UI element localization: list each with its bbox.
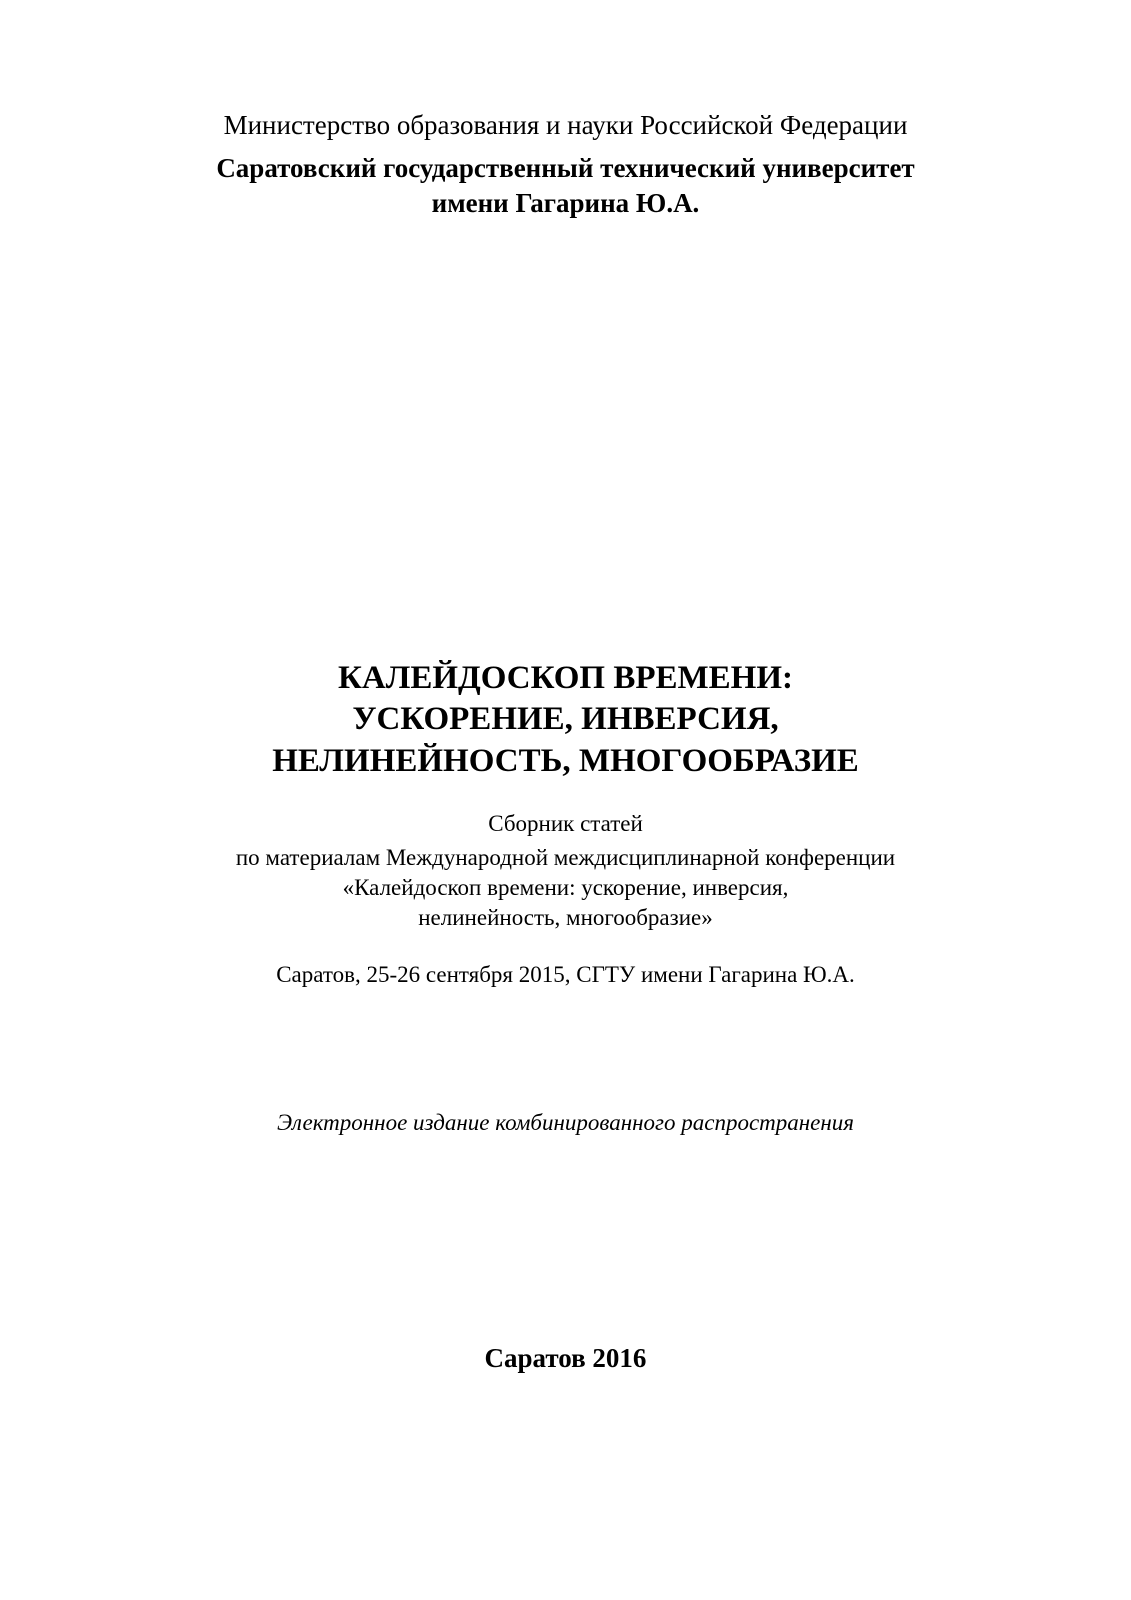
subtitle-line: по материалам Международной междисциплинарной конференции	[235, 845, 896, 870]
subtitle-line: Сборник статей	[488, 811, 643, 836]
conference-place-date: Саратов, 25-26 сентября 2015, СГТУ имени Гагарина Ю.А.	[276, 962, 855, 987]
edition-note: Электронное издание комбинированного распространения	[276, 1110, 854, 1135]
university-name-continued: имени Гагарина Ю.А.	[431, 188, 700, 218]
book-title-line: КАЛЕЙДОСКОП ВРЕМЕНИ:	[338, 660, 793, 696]
subtitle-line: «Калейдоскоп времени: ускорение, инверсия,	[342, 875, 789, 900]
book-title-line: УСКОРЕНИЕ, ИНВЕРСИЯ,	[352, 701, 779, 737]
university-name: Саратовский государственный технический университет	[216, 153, 915, 183]
ministry-name: Министерство образования и науки Российской Федерации	[223, 110, 908, 140]
publication-city-year: Саратов 2016	[484, 1343, 647, 1373]
subtitle-line: нелинейность, многообразие»	[418, 905, 713, 930]
book-title-line: НЕЛИНЕЙНОСТЬ, МНОГООБРАЗИЕ	[272, 743, 859, 779]
